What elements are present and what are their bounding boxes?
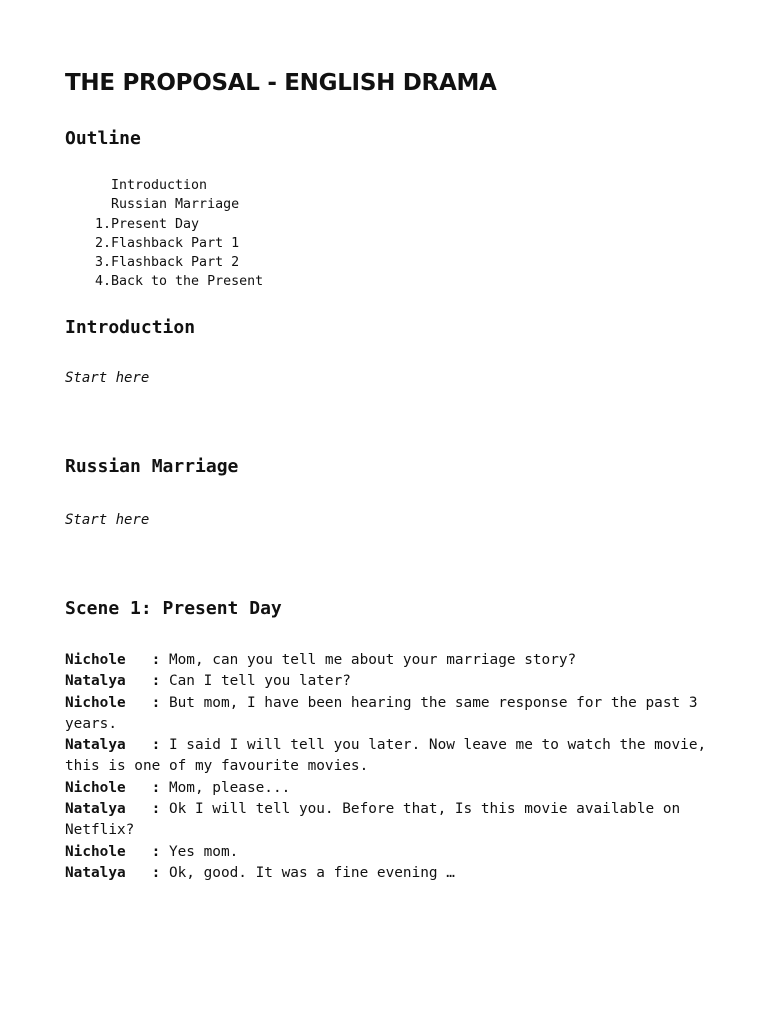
outline-list xyxy=(65,176,263,292)
introduction-heading: Introduction xyxy=(65,317,196,338)
dialogue-line xyxy=(65,693,715,736)
dialogue-line xyxy=(65,842,715,863)
outline-item-label: Introduction xyxy=(111,178,208,193)
dialogue-line xyxy=(65,863,715,884)
russian-marriage-body: Start here xyxy=(65,512,150,528)
outline-item-number: 4. xyxy=(94,274,111,290)
outline-item-label: Russian Marriage xyxy=(111,197,240,213)
dialogue-line xyxy=(65,650,715,671)
outline-item xyxy=(65,176,263,195)
outline-item-label: Flashback Part 2 xyxy=(111,255,240,271)
speaker-name: Natalya xyxy=(65,801,126,818)
speaker-separator: : xyxy=(125,673,169,690)
outline-item-number: 3. xyxy=(94,255,111,271)
speaker-name: Natalya xyxy=(65,737,126,754)
speaker-name: Nichole xyxy=(65,652,126,668)
speaker-separator: : xyxy=(125,694,169,711)
dialogue-block xyxy=(65,650,715,884)
speaker-name: Natalya xyxy=(65,864,126,881)
speaker-name: Nichole xyxy=(65,694,126,711)
document-title: THE PROPOSAL - ENGLISH DRAMA xyxy=(65,70,497,96)
outline-item-number: 2. xyxy=(94,235,111,251)
dialogue-text: But mom, I have been hearing the same response for the past 3 years. xyxy=(65,694,698,732)
outline-item xyxy=(65,253,263,272)
dialogue-text: Mom, please... xyxy=(168,779,291,796)
dialogue-line xyxy=(65,671,715,692)
scene-heading: Scene 1: Present Day xyxy=(65,598,282,619)
speaker-name: Nichole xyxy=(65,779,126,796)
dialogue-text: Ok I will tell you. Before that, Is this movie available on Netflix? xyxy=(65,801,681,839)
outline-item xyxy=(65,272,263,291)
outline-item-label: Flashback Part 1 xyxy=(111,235,240,251)
speaker-separator: : xyxy=(125,737,169,754)
dialogue-text: Mom, can you tell me about your marriage story? xyxy=(168,652,577,668)
outline-item-label: Present Day xyxy=(111,216,200,232)
dialogue-line xyxy=(65,735,715,778)
russian-marriage-heading: Russian Marriage xyxy=(65,456,239,477)
speaker-name: Nichole xyxy=(65,843,126,860)
introduction-body: Start here xyxy=(65,370,150,386)
dialogue-text: I said I will tell you later. Now leave me to watch the movie, this is one of my favourite movies. xyxy=(65,737,707,775)
dialogue-text: Can I tell you later? xyxy=(168,673,351,690)
dialogue-text: Ok, good. It was a fine evening … xyxy=(168,864,455,881)
dialogue-line xyxy=(65,778,715,799)
outline-item xyxy=(65,195,263,214)
dialogue-text: Yes mom. xyxy=(168,843,239,860)
speaker-name: Natalya xyxy=(65,673,126,690)
outline-item xyxy=(65,234,263,253)
speaker-separator: : xyxy=(125,843,169,860)
outline-item-label: Back to the Present xyxy=(111,274,264,290)
speaker-separator: : xyxy=(125,652,169,668)
dialogue-line xyxy=(65,799,715,842)
outline-item-number: 1. xyxy=(94,216,111,232)
outline-heading: Outline xyxy=(65,128,141,149)
speaker-separator: : xyxy=(125,779,169,796)
outline-item xyxy=(65,215,263,234)
speaker-separator: : xyxy=(125,864,169,881)
speaker-separator: : xyxy=(125,801,169,818)
